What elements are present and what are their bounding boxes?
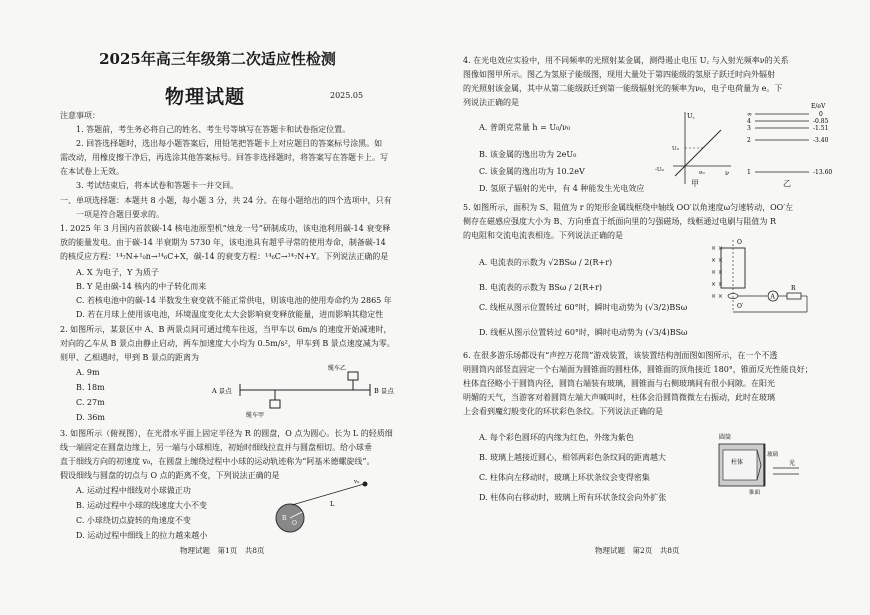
notice-line: 2. 回答选择题时，选出每小题答案后，用铅笔把答题卡上对应题目的答案标号涂黑。如	[76, 139, 383, 148]
subject-title: 物理试题	[165, 86, 246, 108]
fig-label-a: A 景点	[212, 387, 232, 395]
spiral-figure	[270, 476, 380, 541]
question-3-text: 直于细线方向的初速度 v₀，在圆盘上缠绕过程中小球的运动轨迹称为“阿基米德螺旋线”。	[60, 457, 375, 466]
page-footer: 物理试题 第1页 共8页	[180, 546, 265, 555]
fig-label-yi: 乙	[783, 179, 791, 188]
question-2-option: C. 27m	[76, 398, 105, 407]
exam-title: 2025年高三年级第二次适应性检测	[99, 50, 336, 68]
energy-unit: E/eV	[811, 103, 826, 110]
exam-date: 2025.05	[330, 91, 364, 100]
question-6-text: 上会看到魔幻般变化的环状彩色条纹。下列说法正确的是	[463, 407, 663, 416]
energy-level-row	[747, 125, 828, 132]
question-5-text: 的电阻和交流电流表相连。下列说法正确的是	[463, 231, 623, 240]
question-3-option: C. 小球绕切点旋转的角速度不变	[76, 516, 191, 525]
question-2-text: 则甲、乙相遇时，甲到 B 景点的距离为	[60, 353, 199, 362]
notice-line: 1. 答题前，考生务必将自己的姓名、考生号等填写在答题卡和试卷指定位置。	[76, 125, 351, 134]
svg-text:-13.60: -13.60	[813, 169, 833, 176]
kaleidoscope-figure	[717, 432, 807, 497]
question-4-text: 图像如图甲所示。图乙为氢原子能级图，现用大量处于第四能级的氢原子跃迁时向外辐射	[463, 70, 775, 79]
fig-label-light: 光	[789, 460, 796, 467]
question-3-text: 线一端固定在圆盘边缘上，另一端与小球相连，初始时细线拉直并与圆盘相切。给小球垂	[60, 443, 372, 452]
question-4-text: 列说法正确的是	[463, 98, 519, 107]
question-1-text: 1. 2025 年 3 月国内首款碳-14 核电池原型机“烛龙一号”研制成功，该电池利用碳-14 衰变释	[60, 224, 391, 233]
resistor-icon	[787, 293, 801, 299]
cable-car-figure	[210, 362, 394, 422]
fig-label-cylinder: 柱体	[731, 459, 744, 466]
question-2-option: A. 9m	[76, 368, 100, 377]
fig-label-resistor: R	[791, 285, 796, 292]
notice-line: 在本试卷上无效。	[60, 167, 124, 176]
question-5-option: A. 电流表的示数为 √2BSω / 2(R+r)	[479, 258, 613, 267]
svg-text:3: 3	[747, 125, 751, 132]
energy-level-diagram	[745, 100, 850, 180]
notice-line: 需改动，用橡皮擦干净后，再选涂其他答案标号。回答非选择题时，将答案写在答题卡上。写	[60, 153, 388, 162]
question-6-option: C. 柱体向左移动时，玻璃上环状条纹会变得密集	[479, 473, 650, 482]
question-3-option: A. 运动过程中细线对小球做正功	[76, 486, 191, 495]
page-footer: 物理试题 第2页 共8页	[595, 546, 680, 555]
question-4-option: B. 该金属的逸出功为 2eU₀	[479, 150, 577, 159]
svg-text:× ×: × ×	[711, 281, 723, 288]
question-5-option: D. 线框从图示位置转过 60°时，瞬时电动势为 (√3/4)BSω	[479, 328, 688, 337]
svg-text:1: 1	[747, 169, 751, 176]
fig-label-o: O	[292, 520, 297, 527]
fig-label-v: v₀	[354, 479, 360, 485]
jia-x0-label: ν₀	[699, 170, 705, 176]
svg-text:× ×: × ×	[711, 245, 723, 252]
right-page	[435, 0, 870, 615]
question-6-option: B. 玻璃上越接近圆心，相邻两彩色条纹间的距离越大	[479, 453, 666, 462]
fig-label-glass: 玻璃	[767, 452, 779, 458]
question-1-option: B. Y 是由碳-14 核内的中子转化而来	[76, 282, 207, 291]
energy-level-row	[747, 169, 832, 176]
question-2-text: 2. 如图所示，某景区中 A、B 两景点间可通过缆车往返，当甲车以 6m/s 的速度开始减速时，	[60, 325, 392, 334]
question-6-text: 6. 在很多游乐场都设有“声控万花筒”游戏装置，该装置结构剖面图如图所示，在一个不透	[463, 351, 778, 360]
jia-yaxis-label: U꜀	[687, 112, 695, 120]
question-5-option: C. 线框从图示位置转过 60°时，瞬时电动势为 (√3/2)BSω	[479, 303, 688, 312]
section-heading: 一项是符合题目要求的。	[76, 210, 164, 219]
notice-heading: 注意事项：	[60, 111, 100, 120]
energy-level-row	[747, 118, 829, 125]
question-1-text: 的核反应方程：¹⁴₇N+¹₀n→¹⁴₆C+X，碳-14 的衰变方程：¹⁴₆C→¹⁴₇N+Y。下列说法正确的是	[60, 252, 389, 261]
question-1-text: 放的能量发电。由于碳-14 半衰期为 5730 年，该电池具有超乎寻常的使用寿命，制备碳-14	[60, 238, 386, 247]
fig-label-r: R	[282, 515, 287, 522]
fig-label-jia: 甲	[691, 179, 699, 188]
question-6-text: 明圆筒内部竖直固定一个右端面为圆锥面的圆柱体，圆锥面的顶角接近 180°，锥面反光性能良好；	[463, 365, 813, 374]
graph-jia	[655, 108, 735, 186]
question-6-option: D. 柱体向右移动时，玻璃上所有环状条纹会向外扩张	[479, 493, 667, 502]
question-3-text: 3. 如图所示（俯视图），在光滑水平面上固定半径为 R 的圆盘，O 点为圆心。长为 L 的轻质细	[60, 429, 393, 438]
fig-label-car-a: 缆车甲	[246, 412, 265, 419]
svg-text:2: 2	[747, 137, 751, 144]
svg-text:× ×: × ×	[711, 269, 723, 276]
svg-text:-1.51: -1.51	[813, 125, 829, 132]
jia-xaxis-label: ν	[725, 169, 729, 177]
svg-text:∞: ∞	[747, 111, 752, 118]
question-2-text: 对向的乙车从 B 景点由静止启动，两车加速度大小均为 0.5m/s²，甲车到 B 景点速度减为零。	[60, 339, 395, 348]
ball-icon	[363, 482, 368, 487]
fig-label-tube: 圆筒	[719, 434, 732, 441]
generator-figure	[707, 238, 817, 318]
question-6-text: 柱体直径略小于圆筒内径，圆筒右端装有玻璃，圆锥面与右侧玻璃间有很小间隙。在阳光	[463, 379, 775, 388]
question-5-option: B. 电流表的示数为 BSω / 2(R+r)	[479, 283, 603, 292]
section-heading: 一、单项选择题：本题共 8 小题，每小题 3 分，共 24 分。在每小题给出的四个选项中，只有	[60, 196, 392, 205]
question-4-option: A. 普朗克常量 h = U₀/ν₀	[479, 123, 571, 132]
question-3-text: 假设细线与圆盘的切点与 O 点的距离不变，下列说法正确的是	[60, 471, 280, 480]
fig-label-l: L	[330, 500, 335, 508]
question-3-option: D. 运动过程中细线上的拉力越来越小	[76, 531, 208, 540]
svg-text:0: 0	[819, 111, 823, 118]
cable-car-a-icon	[270, 400, 280, 408]
energy-level-row	[747, 111, 823, 118]
question-2-option: D. 36m	[76, 413, 105, 422]
question-1-option: D. 若在月球上使用该电池，环境温度变化太大会影响衰变释放能量，进而影响其稳定性	[76, 310, 384, 319]
question-6-text: 明媚的天气，当游客对着圆筒左端大声喊叫时，柱体会沿圆筒微微左右振动，此时在玻璃	[463, 393, 775, 402]
question-3-option: B. 运动过程中小球的线速度大小不变	[76, 501, 207, 510]
energy-level-row	[747, 137, 829, 144]
svg-text:-0.85: -0.85	[813, 118, 829, 125]
fig-label-cone: 锥面	[749, 490, 761, 496]
fig-label-car-b: 缆车乙	[328, 365, 347, 372]
question-4-text: 的光照射该金属，其中从第二能级跃迁到第一能级辐射光的频率为ν₀，电子电荷量为 e。下	[463, 84, 783, 93]
fig-label-b: B 景点	[374, 387, 394, 395]
question-4-text: 4. 在光电效应实验中，用不同频率的光照射某金属，测得遏止电压 U꜀ 与入射光频率ν的关系	[463, 56, 789, 65]
question-1-option: C. 若核电池中的碳-14 半数发生衰变就不能正常供电，则该电池的使用寿命约为 2865 年	[76, 296, 392, 305]
question-4-option: D. 氢原子辐射的光中，有 4 种能发生光电效应	[479, 184, 645, 193]
fig-label-o-top: O	[737, 239, 742, 246]
question-2-option: B. 18m	[76, 383, 105, 392]
notice-line: 3. 考试结束后，将本试卷和答题卡一并交回。	[76, 181, 239, 190]
jia-xneg-label: -U₀	[655, 167, 664, 173]
svg-text:4: 4	[747, 118, 751, 125]
question-4-option: C. 该金属的逸出功为 10.2eV	[479, 167, 585, 176]
question-5-text: 侧存在磁感应强度大小为 B、方向垂直于纸面向里的匀强磁场，线框通过电刷与阻值为 R	[463, 217, 776, 226]
fig-label-o-bottom: O′	[737, 303, 744, 310]
question-1-option: A. X 为电子，Y 为质子	[76, 268, 159, 277]
jia-y0-label: U₀	[672, 146, 679, 152]
question-6-option: A. 每个彩色圆环的内缘为红色，外缘为紫色	[479, 433, 634, 442]
cable-car-b-icon	[348, 372, 358, 380]
svg-text:-3.40: -3.40	[813, 137, 829, 144]
svg-text:× ×: × ×	[711, 293, 723, 300]
fig-label-ammeter: A	[770, 293, 775, 301]
question-5-text: 5. 如图所示，面积为 S、阻值为 r 的矩形金属线框绕中轴线 OO′以角速度ω匀速转动，OO′左	[463, 203, 794, 212]
svg-text:× ×: × ×	[711, 257, 723, 264]
